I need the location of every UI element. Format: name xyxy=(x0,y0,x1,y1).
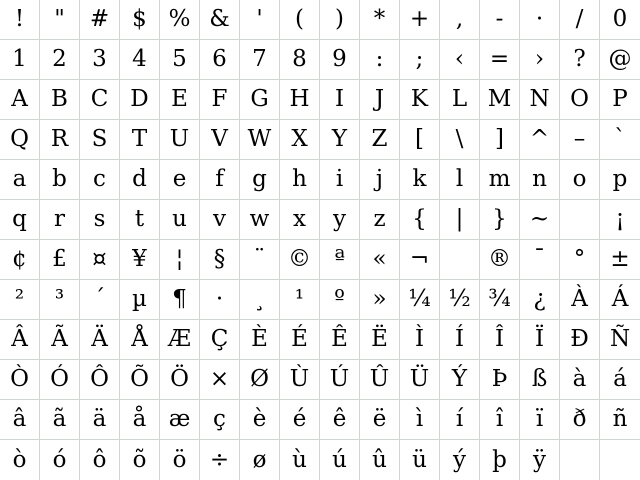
glyph-cell: à xyxy=(560,360,600,400)
glyph-cell: / xyxy=(560,0,600,40)
glyph-cell: ý xyxy=(440,440,480,480)
glyph-cell: 8 xyxy=(280,40,320,80)
glyph-cell: ø xyxy=(240,440,280,480)
glyph-cell: Ä xyxy=(80,320,120,360)
glyph-cell: ² xyxy=(0,280,40,320)
glyph-cell: Â xyxy=(0,320,40,360)
glyph-cell: ü xyxy=(400,440,440,480)
glyph-cell: - xyxy=(480,0,520,40)
glyph-cell: Ö xyxy=(160,360,200,400)
glyph-cell: y xyxy=(320,200,360,240)
glyph-cell: 1 xyxy=(0,40,40,80)
glyph-cell: R xyxy=(40,120,80,160)
glyph-cell: J xyxy=(360,80,400,120)
glyph-cell: ë xyxy=(360,400,400,440)
glyph-cell: ¢ xyxy=(0,240,40,280)
glyph-cell: P xyxy=(600,80,640,120)
glyph-cell: ª xyxy=(320,240,360,280)
glyph-cell: : xyxy=(360,40,400,80)
glyph-cell: ! xyxy=(0,0,40,40)
glyph-cell: » xyxy=(360,280,400,320)
glyph-cell: Q xyxy=(0,120,40,160)
glyph-cell: A xyxy=(0,80,40,120)
glyph-cell: Þ xyxy=(480,360,520,400)
glyph-cell: , xyxy=(440,0,480,40)
glyph-cell: ó xyxy=(40,440,80,480)
glyph-cell: [ xyxy=(400,120,440,160)
glyph-cell: ¦ xyxy=(160,240,200,280)
glyph-cell: ú xyxy=(320,440,360,480)
glyph-cell: ® xyxy=(480,240,520,280)
glyph-cell: ì xyxy=(400,400,440,440)
glyph-cell: Ì xyxy=(400,320,440,360)
glyph-cell: q xyxy=(0,200,40,240)
glyph-cell: ¨ xyxy=(240,240,280,280)
glyph-cell: ¶ xyxy=(160,280,200,320)
glyph-cell: V xyxy=(200,120,240,160)
glyph-cell: ä xyxy=(80,400,120,440)
glyph-cell: H xyxy=(280,80,320,120)
glyph-cell: Ø xyxy=(240,360,280,400)
glyph-cell: ò xyxy=(0,440,40,480)
glyph-cell: z xyxy=(360,200,400,240)
glyph-cell: ½ xyxy=(440,280,480,320)
glyph-cell: ÿ xyxy=(520,440,560,480)
glyph-cell: G xyxy=(240,80,280,120)
glyph-cell: F xyxy=(200,80,240,120)
glyph-cell: É xyxy=(280,320,320,360)
glyph-cell: 5 xyxy=(160,40,200,80)
glyph-cell: ] xyxy=(480,120,520,160)
glyph-cell: è xyxy=(240,400,280,440)
glyph-cell: á xyxy=(600,360,640,400)
glyph-cell: W xyxy=(240,120,280,160)
glyph-cell: È xyxy=(240,320,280,360)
glyph-cell: C xyxy=(80,80,120,120)
glyph-cell: j xyxy=(360,160,400,200)
glyph-cell: ± xyxy=(600,240,640,280)
glyph-cell: ¿ xyxy=(520,280,560,320)
glyph-cell: Û xyxy=(360,360,400,400)
glyph-cell: $ xyxy=(120,0,160,40)
glyph-cell: é xyxy=(280,400,320,440)
glyph-cell: ¤ xyxy=(80,240,120,280)
glyph-cell: æ xyxy=(160,400,200,440)
glyph-cell: ´ xyxy=(80,280,120,320)
glyph-cell: ÷ xyxy=(200,440,240,480)
glyph-cell: D xyxy=(120,80,160,120)
glyph-cell: S xyxy=(80,120,120,160)
glyph-cell: K xyxy=(400,80,440,120)
glyph-cell: – xyxy=(560,120,600,160)
glyph-cell: g xyxy=(240,160,280,200)
glyph-cell: f xyxy=(200,160,240,200)
glyph-cell: › xyxy=(520,40,560,80)
glyph-cell: À xyxy=(560,280,600,320)
glyph-cell: 0 xyxy=(600,0,640,40)
glyph-cell: ‹ xyxy=(440,40,480,80)
glyph-cell: 4 xyxy=(120,40,160,80)
glyph-cell: ö xyxy=(160,440,200,480)
glyph-cell xyxy=(560,440,600,480)
glyph-cell: £ xyxy=(40,240,80,280)
glyph-cell: & xyxy=(200,0,240,40)
glyph-cell: N xyxy=(520,80,560,120)
glyph-cell: ¹ xyxy=(280,280,320,320)
glyph-cell: ; xyxy=(400,40,440,80)
glyph-cell: k xyxy=(400,160,440,200)
glyph-cell: ¬ xyxy=(400,240,440,280)
glyph-cell: # xyxy=(80,0,120,40)
glyph-cell: ? xyxy=(560,40,600,80)
glyph-cell: ß xyxy=(520,360,560,400)
glyph-cell: Ò xyxy=(0,360,40,400)
glyph-cell: î xyxy=(480,400,520,440)
glyph-cell: Ü xyxy=(400,360,440,400)
glyph-cell: Ó xyxy=(40,360,80,400)
glyph-cell: ³ xyxy=(40,280,80,320)
glyph-cell: Ï xyxy=(520,320,560,360)
glyph-cell: B xyxy=(40,80,80,120)
glyph-cell: Ë xyxy=(360,320,400,360)
glyph-cell: Æ xyxy=(160,320,200,360)
glyph-cell: @ xyxy=(600,40,640,80)
glyph-cell: { xyxy=(400,200,440,240)
glyph-cell: d xyxy=(120,160,160,200)
glyph-cell: ù xyxy=(280,440,320,480)
glyph-cell: | xyxy=(440,200,480,240)
glyph-cell: m xyxy=(480,160,520,200)
glyph-cell: Ç xyxy=(200,320,240,360)
glyph-cell: ° xyxy=(560,240,600,280)
glyph-cell: Ã xyxy=(40,320,80,360)
glyph-cell: u xyxy=(160,200,200,240)
glyph-cell: û xyxy=(360,440,400,480)
glyph-cell: I xyxy=(320,80,360,120)
glyph-cell: E xyxy=(160,80,200,120)
glyph-cell: Y xyxy=(320,120,360,160)
glyph-cell: ¯ xyxy=(520,240,560,280)
glyph-cell: ` xyxy=(600,120,640,160)
glyph-cell: º xyxy=(320,280,360,320)
glyph-cell: â xyxy=(0,400,40,440)
glyph-cell: ^ xyxy=(520,120,560,160)
glyph-cell: b xyxy=(40,160,80,200)
glyph-cell: o xyxy=(560,160,600,200)
glyph-cell: Ý xyxy=(440,360,480,400)
glyph-cell: ¾ xyxy=(480,280,520,320)
glyph-cell: v xyxy=(200,200,240,240)
glyph-cell: 2 xyxy=(40,40,80,80)
glyph-cell xyxy=(560,200,600,240)
glyph-cell: ¸ xyxy=(240,280,280,320)
glyph-cell: ~ xyxy=(520,200,560,240)
glyph-cell: % xyxy=(160,0,200,40)
glyph-cell: § xyxy=(200,240,240,280)
glyph-cell: \ xyxy=(440,120,480,160)
glyph-cell: × xyxy=(200,360,240,400)
glyph-cell: } xyxy=(480,200,520,240)
glyph-cell: µ xyxy=(120,280,160,320)
glyph-cell: M xyxy=(480,80,520,120)
glyph-cell: å xyxy=(120,400,160,440)
glyph-cell: Ô xyxy=(80,360,120,400)
glyph-cell: i xyxy=(320,160,360,200)
glyph-cell: · xyxy=(520,0,560,40)
glyph-cell: « xyxy=(360,240,400,280)
glyph-cell: Å xyxy=(120,320,160,360)
glyph-cell: ¡ xyxy=(600,200,640,240)
glyph-cell: w xyxy=(240,200,280,240)
glyph-cell: 3 xyxy=(80,40,120,80)
glyph-cell xyxy=(600,440,640,480)
glyph-cell: c xyxy=(80,160,120,200)
glyph-cell: l xyxy=(440,160,480,200)
glyph-cell: h xyxy=(280,160,320,200)
glyph-cell: Á xyxy=(600,280,640,320)
glyph-cell: p xyxy=(600,160,640,200)
glyph-cell: T xyxy=(120,120,160,160)
glyph-cell: Ù xyxy=(280,360,320,400)
glyph-cell: ¼ xyxy=(400,280,440,320)
glyph-cell: Ê xyxy=(320,320,360,360)
glyph-cell: 6 xyxy=(200,40,240,80)
glyph-cell: Z xyxy=(360,120,400,160)
glyph-cell: a xyxy=(0,160,40,200)
glyph-cell: + xyxy=(400,0,440,40)
glyph-cell: 7 xyxy=(240,40,280,80)
glyph-cell: s xyxy=(80,200,120,240)
glyph-cell: ' xyxy=(240,0,280,40)
glyph-cell: O xyxy=(560,80,600,120)
glyph-cell: Í xyxy=(440,320,480,360)
glyph-cell: ) xyxy=(320,0,360,40)
glyph-cell: = xyxy=(480,40,520,80)
glyph-cell xyxy=(440,240,480,280)
glyph-cell: " xyxy=(40,0,80,40)
glyph-cell: · xyxy=(200,280,240,320)
glyph-cell: ñ xyxy=(600,400,640,440)
glyph-cell: U xyxy=(160,120,200,160)
glyph-cell: ô xyxy=(80,440,120,480)
glyph-cell: Õ xyxy=(120,360,160,400)
glyph-cell: þ xyxy=(480,440,520,480)
glyph-cell: ( xyxy=(280,0,320,40)
glyph-cell: õ xyxy=(120,440,160,480)
glyph-cell: e xyxy=(160,160,200,200)
glyph-cell: X xyxy=(280,120,320,160)
glyph-cell: ã xyxy=(40,400,80,440)
glyph-cell: ð xyxy=(560,400,600,440)
glyph-cell: Ð xyxy=(560,320,600,360)
glyph-cell: n xyxy=(520,160,560,200)
glyph-cell: L xyxy=(440,80,480,120)
glyph-cell: x xyxy=(280,200,320,240)
glyph-cell: ç xyxy=(200,400,240,440)
glyph-cell: * xyxy=(360,0,400,40)
glyph-cell: ï xyxy=(520,400,560,440)
glyph-cell: © xyxy=(280,240,320,280)
glyph-cell: í xyxy=(440,400,480,440)
glyph-cell: Ñ xyxy=(600,320,640,360)
glyph-cell: t xyxy=(120,200,160,240)
glyph-cell: ¥ xyxy=(120,240,160,280)
glyph-cell: Ú xyxy=(320,360,360,400)
glyph-cell: ê xyxy=(320,400,360,440)
glyph-cell: 9 xyxy=(320,40,360,80)
glyph-cell: r xyxy=(40,200,80,240)
glyph-cell: Î xyxy=(480,320,520,360)
